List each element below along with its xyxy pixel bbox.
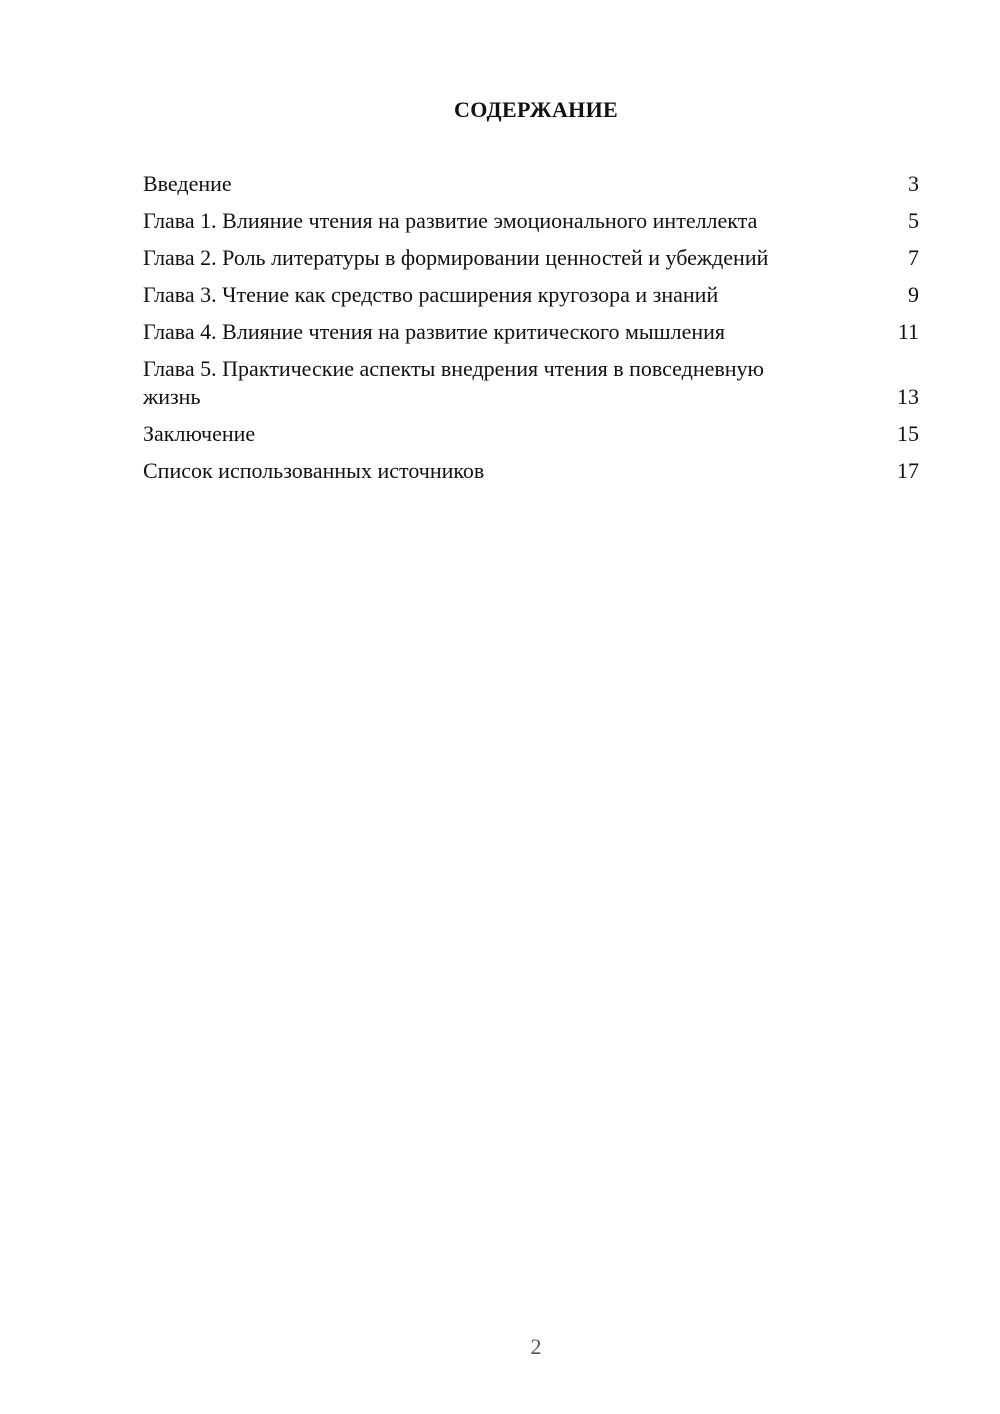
toc-entry-introduction: [143, 170, 919, 198]
toc-entry-references: [143, 457, 919, 485]
toc-entry-title: Введение: [143, 171, 232, 196]
toc-entry-page: 7: [908, 245, 919, 270]
toc-entry-chapter-5: [143, 355, 919, 410]
toc-entry-title: Глава 4. Влияние чтения на развитие критического мышления: [143, 319, 726, 344]
toc-entry-page: 9: [908, 282, 919, 307]
toc-entry-page: 17: [897, 457, 919, 483]
toc-entry-conclusion: [143, 420, 919, 448]
toc-entry-title: Глава 3. Чтение как средство расширения кругозора и знаний: [143, 282, 719, 307]
toc-entry-title: Глава 5. Практические аспекты внедрения чтения в повседневную жизнь: [143, 356, 764, 409]
page-number: 2: [530, 1334, 542, 1359]
toc-entry-page: 15: [897, 420, 919, 446]
toc-entry-chapter-4: [143, 318, 919, 346]
toc-entry-chapter-2: [143, 244, 919, 272]
toc-entry-chapter-3: [143, 281, 919, 309]
toc-entry-page: 5: [908, 208, 919, 233]
toc-entry-page: 3: [908, 171, 919, 196]
toc-entry-title: Глава 1. Влияние чтения на развитие эмоционального интеллекта: [143, 208, 758, 233]
toc-list: [143, 170, 919, 494]
toc-entry-page: 13: [897, 383, 919, 409]
toc-entry-chapter-1: [143, 207, 919, 235]
toc-entry-title: Заключение: [143, 420, 256, 446]
toc-entry-page: 11: [897, 319, 919, 344]
toc-entry-title: Список использованных источников: [143, 457, 485, 483]
toc-heading: СОДЕРЖАНИЕ: [454, 97, 618, 122]
toc-entry-title: Глава 2. Роль литературы в формировании ценностей и убеждений: [143, 245, 769, 270]
